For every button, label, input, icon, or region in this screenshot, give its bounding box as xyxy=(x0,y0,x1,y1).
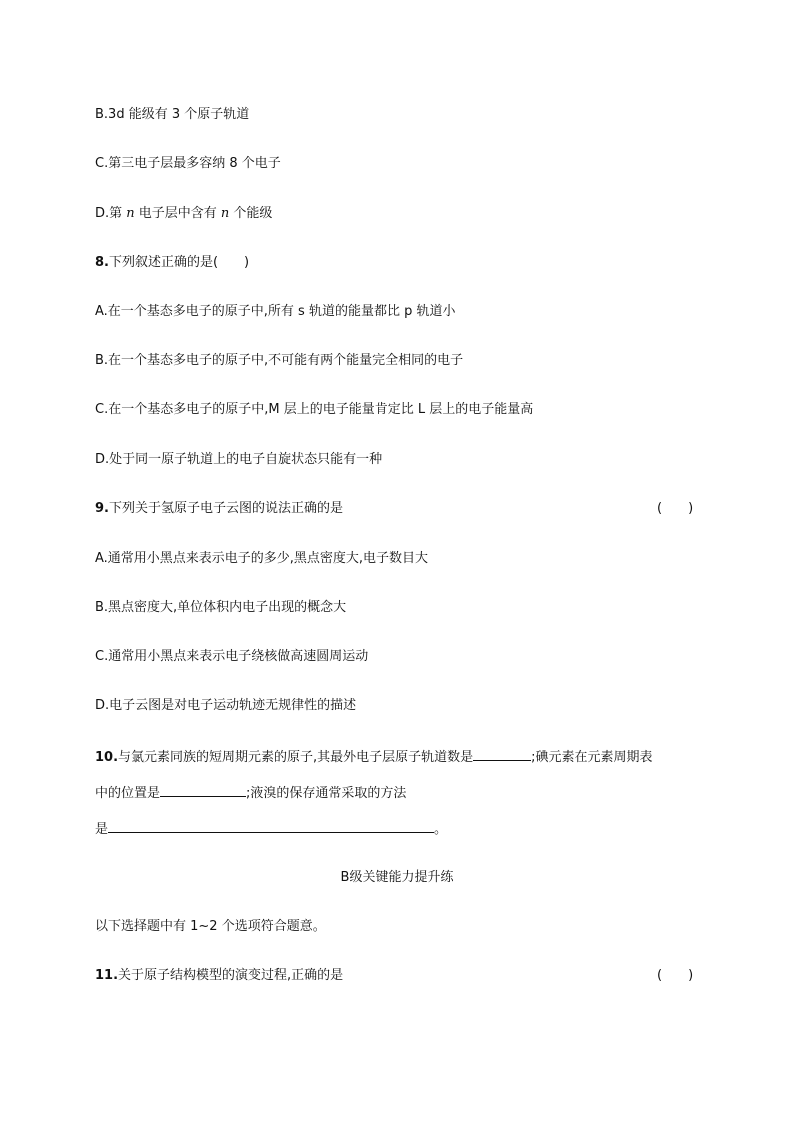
q8-stem xyxy=(95,254,249,272)
q9-stem-text: 下列关于氢原子电子云图的说法正确的是 xyxy=(108,501,343,516)
q8-option-b: B.在一个基态多电子的原子中,不可能有两个能量完全相同的电子 xyxy=(95,353,464,368)
q9-option-c: C.通常用小黑点来表示电子绕核做高速圆周运动 xyxy=(95,649,369,664)
q9-option-a: A.通常用小黑点来表示电子的多少,黑点密度大,电子数目大 xyxy=(95,551,429,566)
q8-option-d: D.处于同一原子轨道上的电子自旋状态只能有一种 xyxy=(95,452,383,467)
q7-option-d-pre: D.第 xyxy=(95,206,127,221)
q7-option-b: B.3d 能级有 3 个原子轨道 xyxy=(95,107,250,122)
q10-blank-3[interactable] xyxy=(108,818,434,833)
q10-line1-a: 与氯元素同族的短周期元素的原子,其最外电子层原子轨道数是 xyxy=(118,750,474,765)
q10-line-3 xyxy=(95,818,447,839)
q9-number: 9. xyxy=(95,501,109,516)
q7-option-d-mid: 电子层中含有 xyxy=(134,206,221,221)
q7-option-c: C.第三电子层最多容纳 8 个电子 xyxy=(95,156,281,171)
q10-blank-1[interactable] xyxy=(473,746,531,761)
q11-number: 11. xyxy=(95,968,119,983)
q8-number: 8. xyxy=(95,255,109,270)
q7-option-d-var2: n xyxy=(220,206,230,221)
q9-option-b: B.黑点密度大,单位体积内电子出现的概念大 xyxy=(95,600,347,615)
q10-line2-b: ;液溴的保存通常采取的方法 xyxy=(246,786,407,801)
q10-line3-a: 是 xyxy=(95,822,109,837)
q8-stem-text: 下列叙述正确的是( ) xyxy=(108,255,250,270)
q8-option-c: C.在一个基态多电子的原子中,M 层上的电子能量肯定比 L 层上的电子能量高 xyxy=(95,402,534,417)
q7-option-d-var1: n xyxy=(126,206,135,221)
q11-stem xyxy=(95,967,343,985)
q11-stem-text: 关于原子结构模型的演变过程,正确的是 xyxy=(118,968,344,983)
section-b-title: B级关键能力提升练 xyxy=(340,870,454,885)
q9-option-d: D.电子云图是对电子运动轨迹无规律性的描述 xyxy=(95,698,357,713)
q10-line3-b: 。 xyxy=(434,822,448,837)
q9-answer-paren: ( ) xyxy=(657,501,694,516)
q10-blank-2[interactable] xyxy=(160,782,246,797)
q10-line2-a: 中的位置是 xyxy=(95,786,161,801)
q7-option-d-post: 个能级 xyxy=(229,206,273,221)
q10-line-2 xyxy=(95,782,406,803)
q10-line-1 xyxy=(95,746,653,767)
q10-number: 10. xyxy=(95,750,119,765)
q8-option-a: A.在一个基态多电子的原子中,所有 s 轨道的能量都比 p 轨道小 xyxy=(95,304,456,319)
q7-option-d xyxy=(95,205,272,223)
q11-answer-paren: ( ) xyxy=(657,968,694,983)
q9-stem xyxy=(95,500,343,518)
section-b-instruction: 以下选择题中有 1~2 个选项符合题意。 xyxy=(95,919,326,934)
q10-line1-b: ;碘元素在元素周期表 xyxy=(531,750,653,765)
